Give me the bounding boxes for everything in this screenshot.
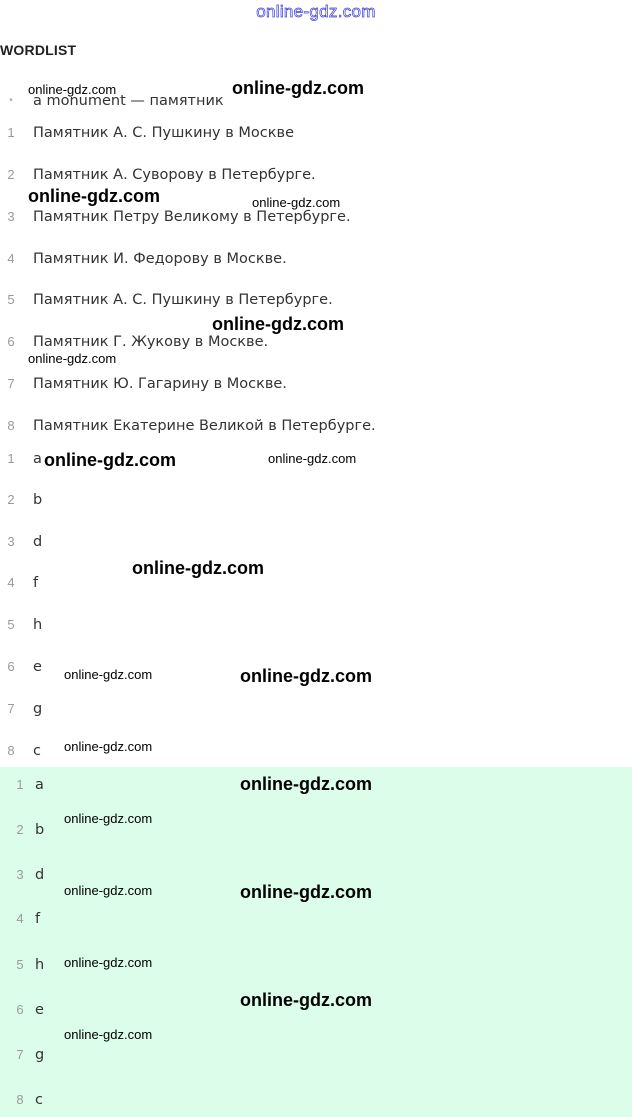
item-number: 5: [7, 617, 15, 632]
item-number: 1: [7, 451, 15, 466]
watermark: online-gdz.com: [212, 314, 344, 334]
item-number: 6: [7, 659, 15, 674]
watermark: online-gdz.com: [132, 558, 264, 578]
watermark: online-gdz.com: [64, 667, 153, 682]
watermark: online-gdz.com: [64, 955, 153, 970]
monument-text: Памятник Ю. Гагарину в Москве.: [33, 376, 287, 392]
watermark: online-gdz.com: [28, 186, 160, 206]
answer-letter: a: [33, 451, 42, 467]
monument-text: Памятник А. С. Пушкину в Петербурге.: [33, 292, 333, 308]
watermark: online-gdz.com: [64, 1027, 153, 1042]
wordlist-entry: a monument — памятник: [33, 93, 224, 109]
watermark: online-gdz.com: [232, 78, 364, 98]
item-number: 3: [16, 867, 24, 882]
correct-answer-letter: h: [35, 957, 45, 973]
bullet-marker: •: [9, 95, 13, 106]
watermark: online-gdz.com: [64, 811, 153, 826]
item-number: 3: [7, 209, 15, 224]
watermark: online-gdz.com: [64, 739, 153, 754]
watermark: online-gdz.com: [28, 351, 117, 366]
watermark: online-gdz.com: [252, 195, 341, 210]
item-number: 6: [7, 334, 15, 349]
item-number: 5: [7, 292, 15, 307]
monument-text: Памятник И. Федорову в Москве.: [33, 251, 287, 267]
watermark: online-gdz.com: [268, 451, 357, 466]
item-number: 6: [16, 1002, 24, 1017]
watermark: online-gdz.com: [64, 883, 153, 898]
item-number: 8: [16, 1092, 24, 1107]
answer-letter: f: [33, 575, 39, 591]
item-number: 7: [7, 701, 15, 716]
correct-answer-letter: a: [35, 777, 44, 793]
item-number: 1: [7, 125, 15, 140]
item-number: 2: [7, 492, 15, 507]
answer-letter: e: [33, 659, 42, 675]
monument-text: Памятник Г. Жукову в Москве.: [33, 334, 269, 350]
top-watermark: online-gdz.com: [256, 2, 376, 21]
item-number: 2: [16, 822, 24, 837]
watermark: online-gdz.com: [240, 666, 372, 686]
item-number: 4: [7, 575, 15, 590]
monument-text: Памятник А. С. Пушкину в Москве: [33, 125, 294, 141]
item-number: 7: [7, 376, 15, 391]
correct-answer-letter: e: [35, 1002, 44, 1018]
monument-text: Памятник Петру Великому в Петербурге.: [33, 209, 351, 225]
answer-letter: b: [33, 492, 43, 508]
item-number: 8: [7, 743, 15, 758]
correct-answer-letter: b: [35, 822, 45, 838]
item-number: 4: [16, 911, 24, 926]
watermark: online-gdz.com: [240, 990, 372, 1010]
watermark: online-gdz.com: [44, 450, 176, 470]
item-number: 7: [16, 1047, 24, 1062]
correct-answer-letter: d: [35, 867, 45, 883]
wordlist-heading: WORDLIST: [0, 42, 77, 58]
correct-answer-letter: c: [35, 1092, 43, 1108]
item-number: 2: [7, 167, 15, 182]
correct-answer-letter: f: [35, 911, 41, 927]
monument-text: Памятник Екатерине Великой в Петербурге.: [33, 418, 376, 434]
monument-text: Памятник А. Суворову в Петербурге.: [33, 167, 316, 183]
answer-letter: c: [33, 743, 41, 759]
answer-letter: d: [33, 534, 43, 550]
watermark: online-gdz.com: [28, 82, 117, 97]
watermark: online-gdz.com: [240, 774, 372, 794]
item-number: 3: [7, 534, 15, 549]
item-number: 4: [7, 251, 15, 266]
answer-letter: h: [33, 617, 43, 633]
item-number: 5: [16, 957, 24, 972]
watermark: online-gdz.com: [240, 882, 372, 902]
item-number: 1: [16, 777, 24, 792]
answer-letter: g: [33, 701, 43, 717]
correct-answer-letter: g: [35, 1047, 45, 1063]
item-number: 8: [7, 418, 15, 433]
